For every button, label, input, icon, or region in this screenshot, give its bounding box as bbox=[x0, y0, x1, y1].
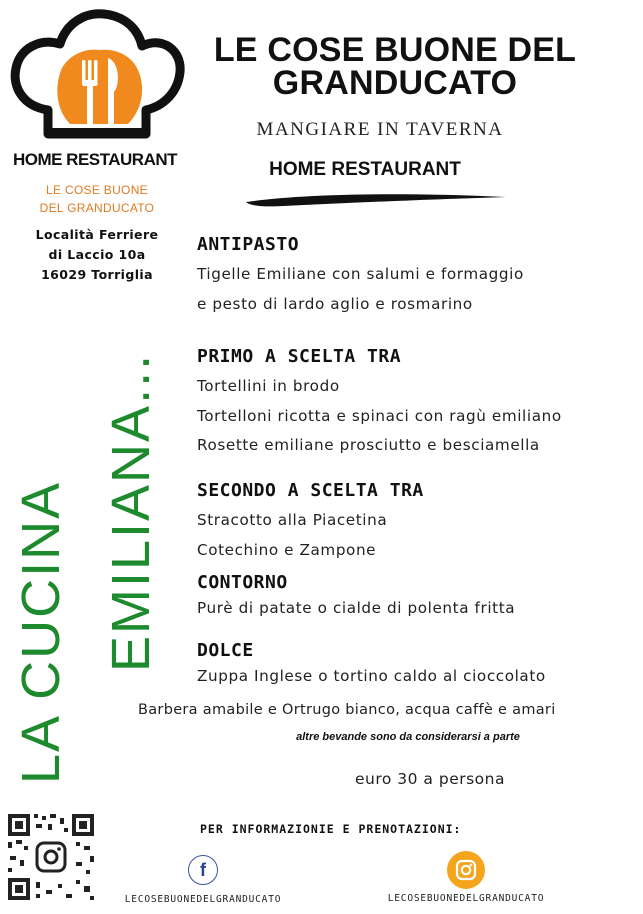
info-heading: PER INFORMAZIONIE E PRENOTAZIONI: bbox=[200, 822, 462, 836]
logo-name: HOME RESTAURANT bbox=[12, 150, 178, 169]
facebook-icon[interactable]: f bbox=[188, 855, 218, 885]
menu-section-antipasto bbox=[197, 234, 524, 319]
menu-section-contorno bbox=[197, 572, 515, 618]
vertical-text-la-cucina: LA CUCINA bbox=[11, 480, 71, 784]
address-line1: Località Ferriere bbox=[35, 227, 159, 242]
page-title bbox=[160, 31, 630, 102]
menu-item: Cotechino e Zampone bbox=[197, 540, 377, 559]
section-title: ANTIPASTO bbox=[197, 234, 300, 255]
instagram-icon[interactable] bbox=[447, 851, 485, 889]
header-tag: HOME RESTAURANT bbox=[269, 159, 461, 180]
menu-item: Tortellini in brodo bbox=[197, 377, 340, 395]
menu-item: Tortelloni ricotta e spinaci con ragù emiliano bbox=[197, 406, 562, 425]
menu-item: Stracotto alla Piacetina bbox=[197, 511, 388, 529]
menu-item: Tigelle Emiliane con salumi e formaggio bbox=[197, 265, 524, 283]
section-title: SECONDO A SCELTA TRA bbox=[197, 480, 424, 501]
menu-section-dolce bbox=[197, 640, 546, 686]
address-line2: di Laccio 10a bbox=[48, 247, 146, 262]
instagram-link[interactable] bbox=[360, 855, 572, 904]
section-title: PRIMO A SCELTA TRA bbox=[197, 346, 402, 367]
drinks-note: altre bevande sono da considerarsi a parte bbox=[296, 731, 520, 743]
menu-item: e pesto di lardo aglio e rosmarino bbox=[197, 294, 473, 313]
section-title: CONTORNO bbox=[197, 572, 288, 593]
menu-item: Zuppa Inglese o tortino caldo al cioccolato bbox=[197, 667, 546, 685]
address-block bbox=[22, 225, 172, 285]
page-subtitle: MANGIARE IN TAVERNA bbox=[256, 119, 504, 140]
logo-subtitle-line1: LE COSE BUONE bbox=[46, 183, 148, 197]
qr-code-icon[interactable] bbox=[6, 812, 96, 902]
menu-section-secondo bbox=[197, 480, 424, 565]
brush-stroke-divider bbox=[244, 190, 508, 208]
menu-item: Purè di patate o cialde di polenta fritta bbox=[197, 599, 516, 617]
vertical-text-emiliana: EMILIANA... bbox=[101, 352, 161, 672]
drinks-line: Barbera amabile e Ortrugo bianco, acqua caffè e amari bbox=[138, 702, 556, 718]
logo-subtitle-line2: DEL GRANDUCATO bbox=[39, 201, 155, 215]
menu-item: Rosette emiliane prosciutto e besciamella bbox=[197, 436, 540, 454]
price: euro 30 a persona bbox=[354, 770, 505, 788]
title-line1: LE COSE BUONE DEL bbox=[213, 31, 577, 69]
address-line3: 16029 Torriglia bbox=[41, 267, 153, 282]
facebook-link[interactable] bbox=[98, 855, 308, 905]
facebook-handle[interactable]: LECOSEBUONEDELGRANDUCATO bbox=[124, 894, 282, 905]
title-line2: GRANDUCATO bbox=[272, 64, 518, 102]
menu-section-primo bbox=[197, 346, 562, 461]
section-title: DOLCE bbox=[197, 640, 254, 661]
instagram-handle[interactable]: LECOSEBUONEDELGRANDUCATO bbox=[387, 893, 545, 904]
logo-subtitle bbox=[14, 181, 180, 217]
